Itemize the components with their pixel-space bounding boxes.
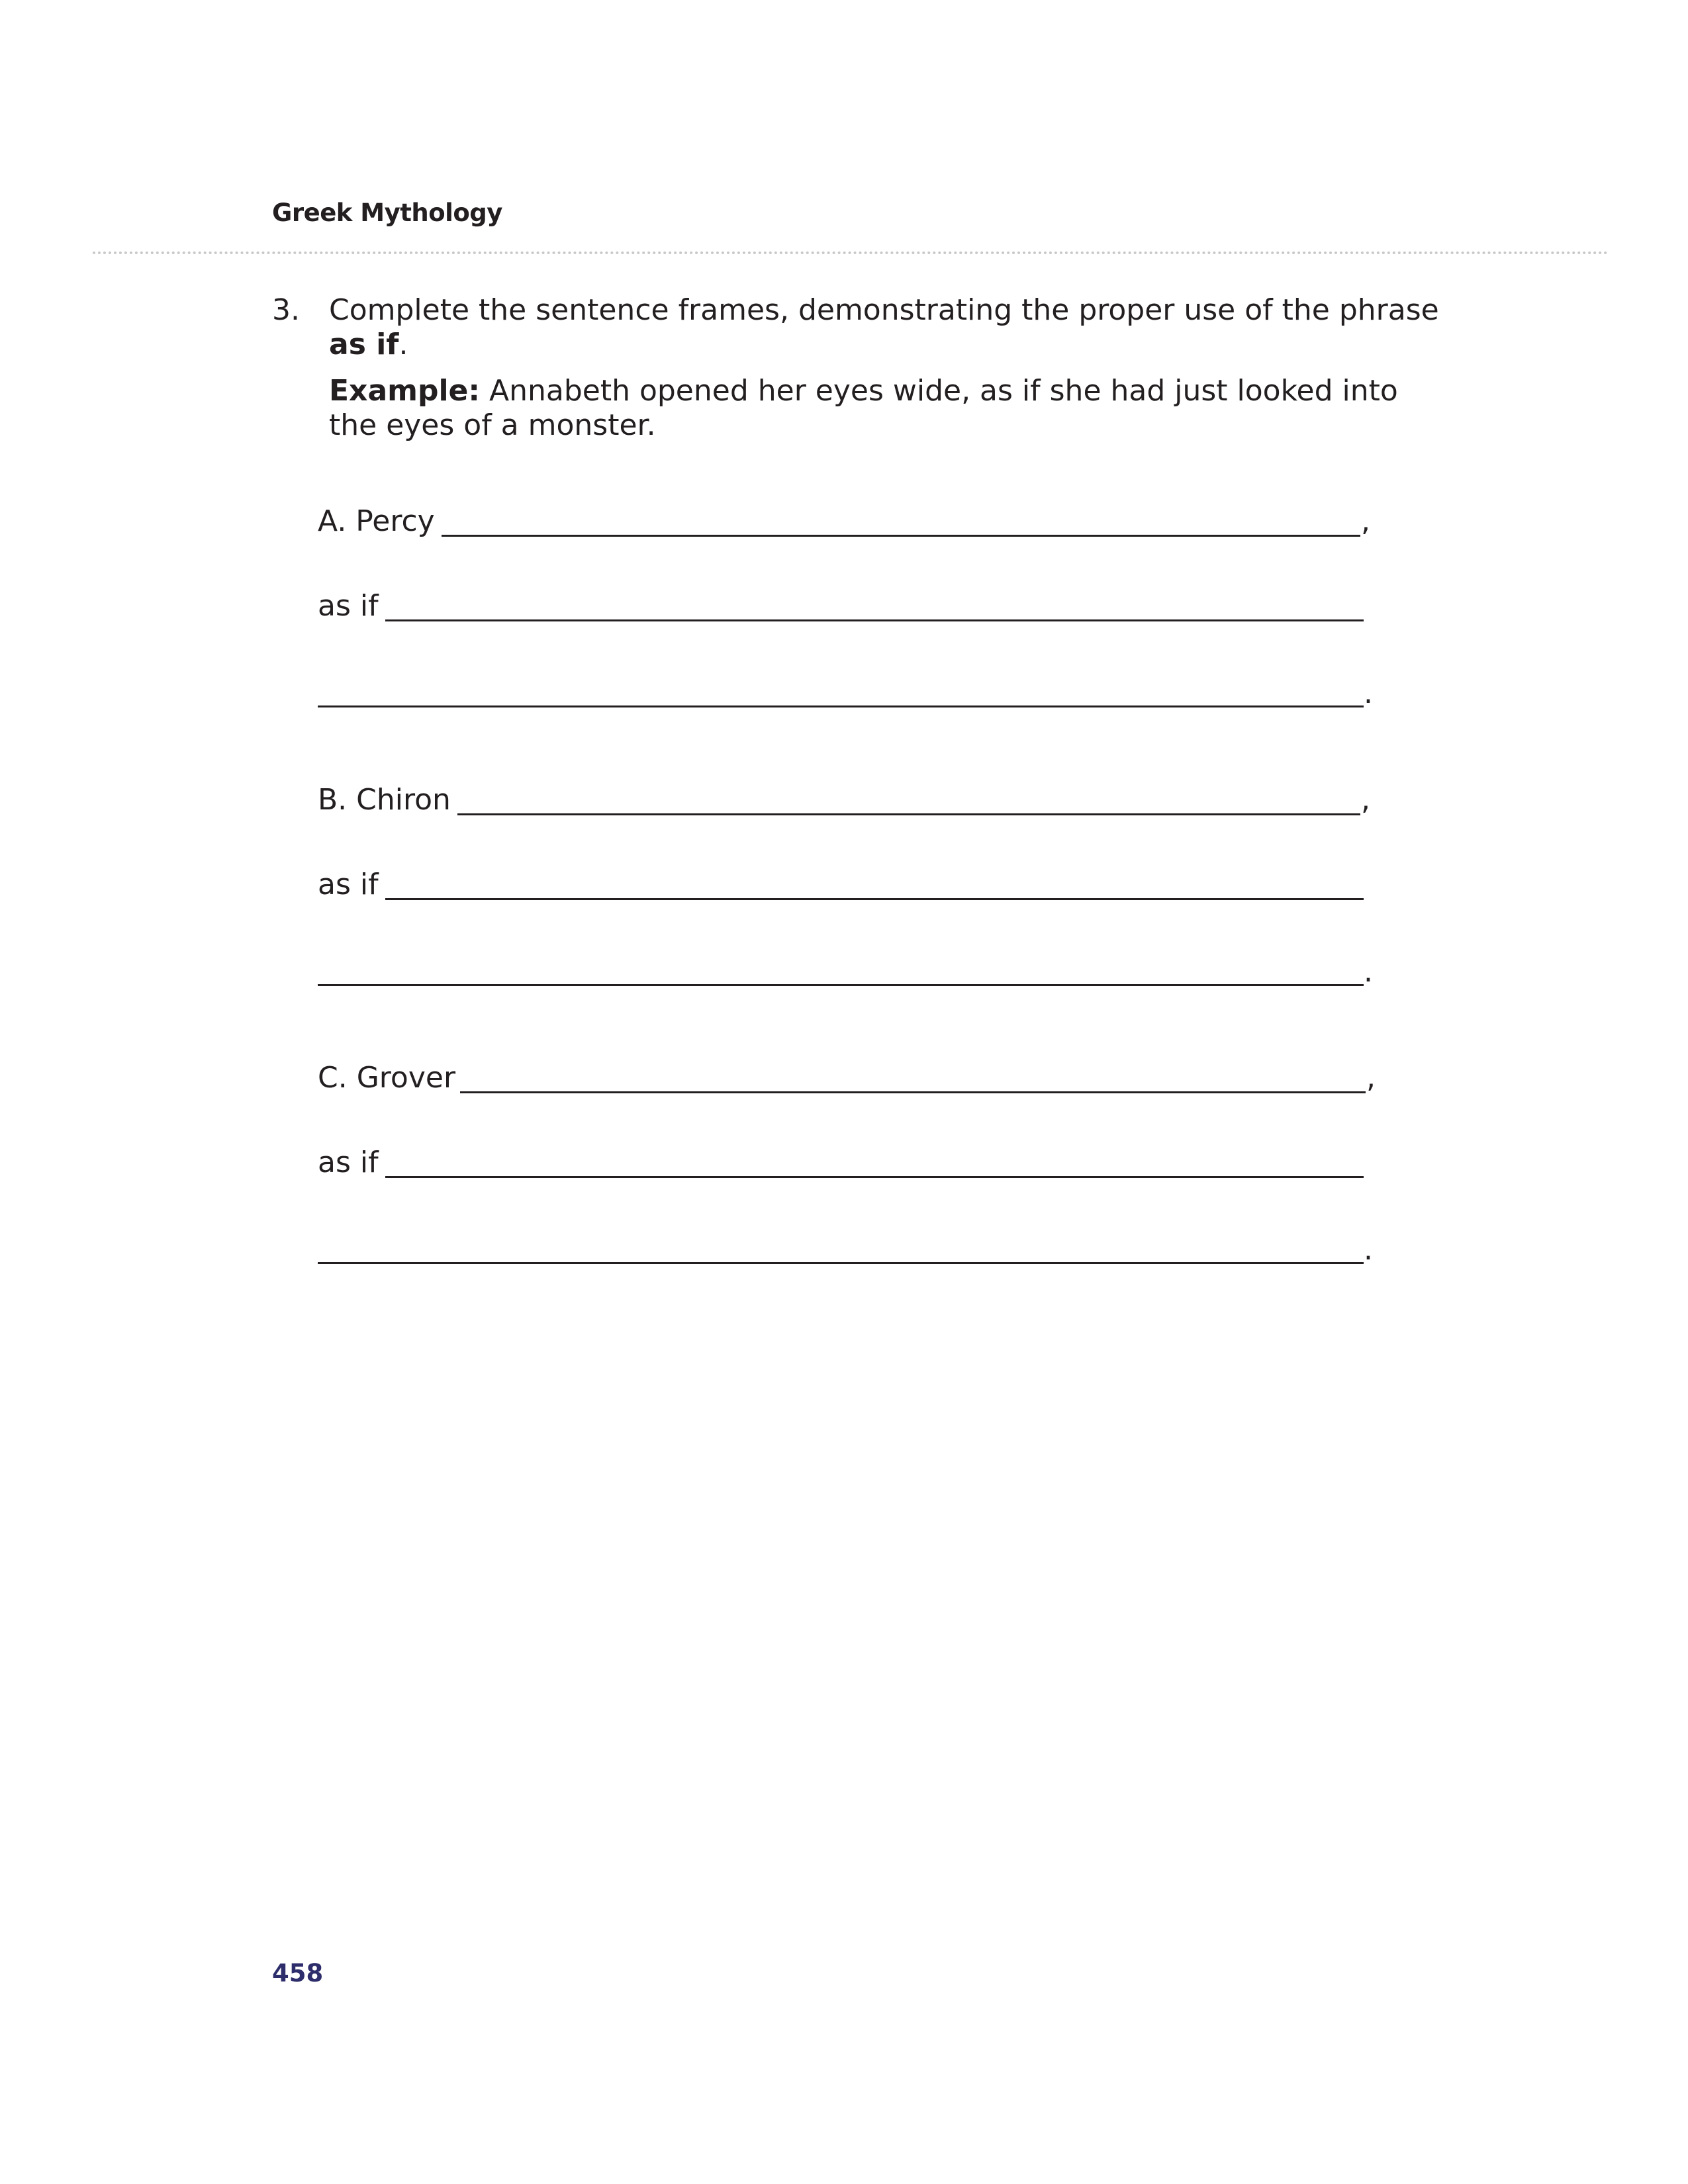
example-label: Example: <box>329 374 480 408</box>
frame-c-subject: C. Grover <box>318 1061 456 1095</box>
example-text: Annabeth opened her eyes wide, as if she had just looked into the eyes of a monster. <box>329 374 1398 442</box>
question-period: . <box>399 328 408 361</box>
frame-b-connector: as if <box>318 868 379 901</box>
frame-b-comma: , <box>1361 783 1370 817</box>
question-number: 3. <box>272 293 300 327</box>
frame-b-blank-3[interactable] <box>318 984 1364 986</box>
frame-c-period: . <box>1364 1233 1373 1267</box>
frame-b-period: . <box>1364 955 1373 989</box>
frame-c-comma: , <box>1366 1061 1376 1095</box>
question-text: Complete the sentence frames, demonstrating the proper use of the phrase <box>329 293 1439 327</box>
question-phrase: as if <box>329 328 399 361</box>
frame-a-period: . <box>1364 676 1373 710</box>
header-divider <box>93 251 1609 254</box>
frame-a-blank-2[interactable] <box>385 619 1364 621</box>
frame-a-connector: as if <box>318 589 379 623</box>
frame-c-blank-2[interactable] <box>385 1176 1364 1178</box>
frame-a-comma: , <box>1361 504 1370 538</box>
frame-a-blank-3[interactable] <box>318 705 1364 707</box>
running-header: Greek Mythology <box>272 199 502 227</box>
frame-c-blank-1[interactable] <box>460 1091 1366 1093</box>
frame-b-subject: B. Chiron <box>318 783 451 817</box>
page-number: 458 <box>272 1959 324 1987</box>
frame-c-connector: as if <box>318 1146 379 1179</box>
frame-a-blank-1[interactable] <box>442 535 1360 537</box>
question-prompt <box>329 293 1494 362</box>
frame-b-blank-2[interactable] <box>385 898 1364 900</box>
example <box>329 374 1454 443</box>
frame-a-subject: A. Percy <box>318 504 435 538</box>
frame-c-blank-3[interactable] <box>318 1262 1364 1264</box>
frame-b-blank-1[interactable] <box>457 813 1360 815</box>
